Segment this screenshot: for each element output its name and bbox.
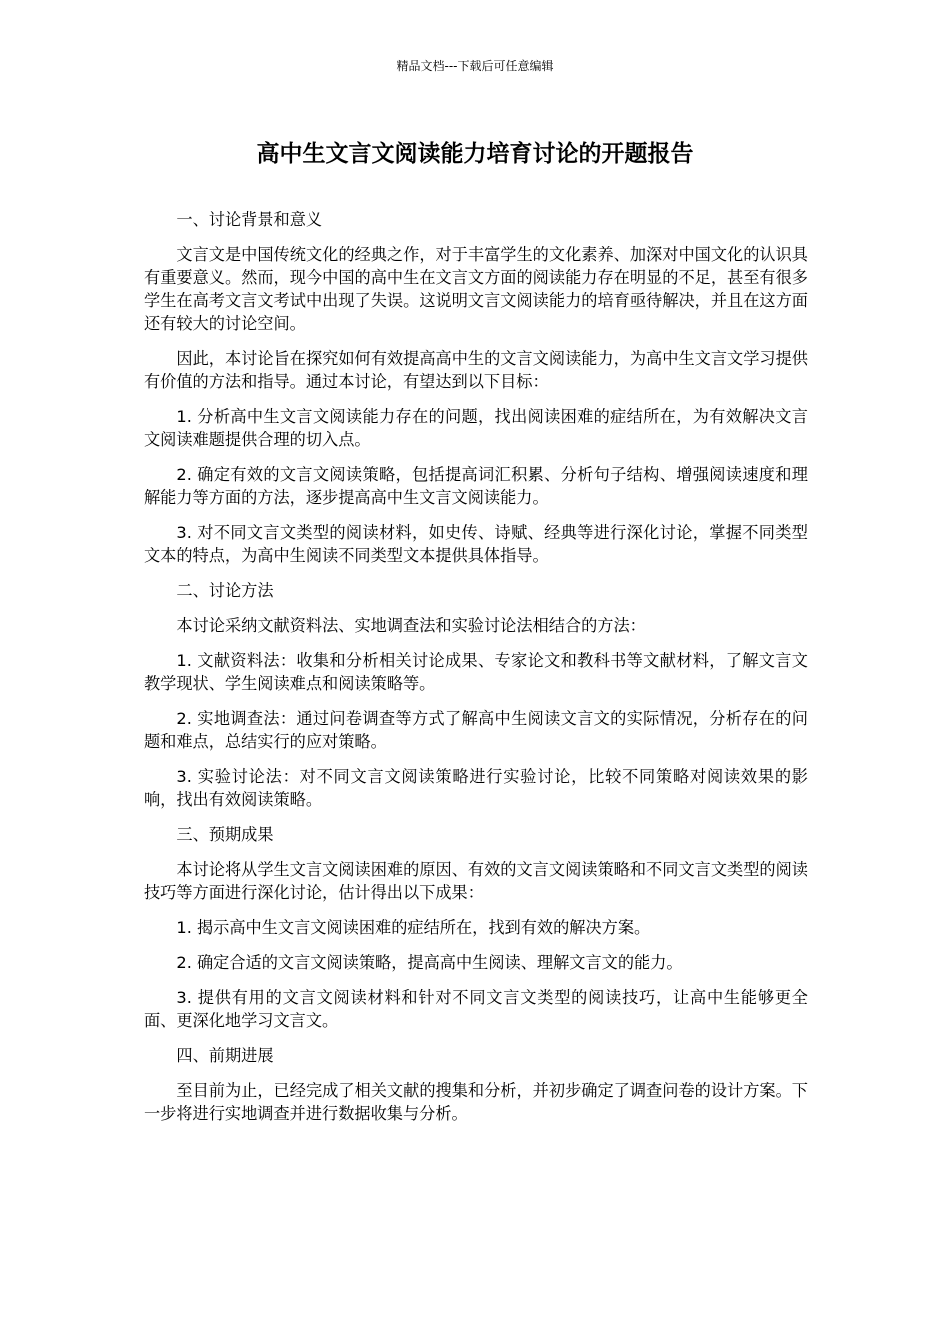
list-item: 1. 文献资料法：收集和分析相关讨论成果、专家论文和教科书等文献材料，了解文言文教学现状、学生阅读难点和阅读策略等。 [144, 651, 808, 693]
section-heading-expected-results: 三、预期成果 [176, 825, 274, 844]
paragraph: 本讨论采纳文献资料法、实地调查法和实验讨论法相结合的方法： [176, 616, 646, 635]
section-heading-progress: 四、前期进展 [176, 1046, 274, 1065]
list-item: 3. 对不同文言文类型的阅读材料，如史传、诗赋、经典等进行深化讨论，掌握不同类型文本的特点，为高中生阅读不同类型文本提供具体指导。 [144, 523, 808, 565]
list-item: 2. 确定合适的文言文阅读策略，提高高中生阅读、理解文言文的能力。 [176, 953, 683, 972]
list-item: 2. 确定有效的文言文阅读策略，包括提高词汇积累、分析句子结构、增强阅读速度和理解能力等方面的方法，逐步提高高中生文言文阅读能力。 [144, 465, 808, 507]
header-note: 精品文档---下载后可任意编辑 [396, 59, 554, 73]
paragraph: 至目前为止，已经完成了相关文献的搜集和分析，并初步确定了调查问卷的设计方案。下一步将进行实地调查并进行数据收集与分析。 [144, 1081, 808, 1123]
list-item: 1. 揭示高中生文言文阅读困难的症结所在，找到有效的解决方案。 [176, 918, 651, 937]
section-heading-background: 一、讨论背景和意义 [176, 210, 323, 229]
section-heading-methods: 二、讨论方法 [176, 581, 274, 600]
list-item: 3. 实验讨论法：对不同文言文阅读策略进行实验讨论，比较不同策略对阅读效果的影响，找出有效阅读策略。 [144, 767, 808, 809]
list-item: 2. 实地调查法：通过问卷调查等方式了解高中生阅读文言文的实际情况，分析存在的问题和难点，总结实行的应对策略。 [144, 709, 808, 751]
paragraph: 因此，本讨论旨在探究如何有效提高高中生的文言文阅读能力，为高中生文言文学习提供有价值的方法和指导。通过本讨论，有望达到以下目标： [144, 349, 808, 391]
paragraph: 本讨论将从学生文言文阅读困难的原因、有效的文言文阅读策略和不同文言文类型的阅读技巧等方面进行深化讨论，估计得出以下成果： [144, 860, 808, 902]
document-body [144, 208, 808, 1137]
document-title: 高中生文言文阅读能力培育讨论的开题报告 [256, 141, 694, 167]
list-item: 1. 分析高中生文言文阅读能力存在的问题，找出阅读困难的症结所在，为有效解决文言文阅读难题提供合理的切入点。 [144, 407, 808, 449]
paragraph: 文言文是中国传统文化的经典之作，对于丰富学生的文化素养、加深对中国文化的认识具有重要意义。然而，现今中国的高中生在文言文方面的阅读能力存在明显的不足，甚至有很多学生在高考文言文考试中出现了失误。这说明文言文阅读能力的培育亟待解决，并且在这方面还有较大的讨论空间。 [144, 245, 808, 333]
list-item: 3. 提供有用的文言文阅读材料和针对不同文言文类型的阅读技巧，让高中生能够更全面、更深化地学习文言文。 [144, 988, 808, 1030]
